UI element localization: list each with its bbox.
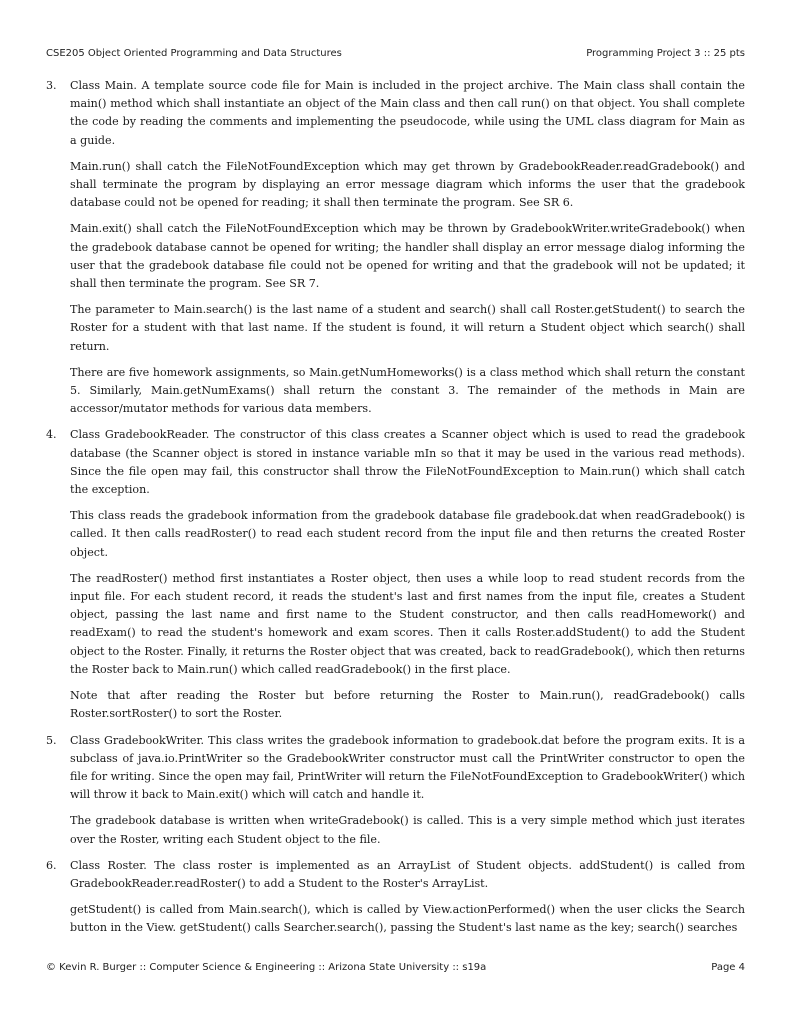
list-item-5 bbox=[46, 732, 745, 849]
paragraph: Main.exit() shall catch the FileNotFoundException which may be thrown by GradebookWriter.writeGradebook() when the gradebook database cannot be opened for writing; the handler shall display an error message dialog informing the user that the gradebook database file could not be opened for writing and that the gradebook will not be updated; it shall then terminate the program. See SR 7. bbox=[70, 222, 745, 291]
paragraph: Note that after reading the Roster but before returning the Roster to Main.run(), readGradebook() calls Roster.sortRoster() to sort the Roster. bbox=[70, 689, 745, 721]
paragraph: Class GradebookReader. The constructor of this class creates a Scanner object which is used to read the gradebook database (the Scanner object is stored in instance variable mIn so that it may be used in the various read methods). Since the file open may fail, this constructor shall throw the FileNotFoundException to Main.run() which shall catch the exception. bbox=[70, 428, 745, 497]
item-number: 5. bbox=[46, 733, 57, 747]
footer-copyright: © Kevin R. Burger :: Computer Science & Engineering :: Arizona State University :: s19a bbox=[46, 962, 487, 973]
paragraph: Class Roster. The class roster is implemented as an ArrayList of Student objects. addStudent() is called from GradebookReader.readRoster() to add a Student to the Roster's ArrayList. bbox=[70, 858, 745, 890]
list-item-3 bbox=[46, 77, 745, 418]
header-project-title: Programming Project 3 :: 25 pts bbox=[586, 48, 745, 59]
paragraph: Main.run() shall catch the FileNotFoundException which may get thrown by GradebookReader.readGradebook() and shall terminate the program by displaying an error message diagram which informs the user that the gradebook database could not be opened for reading; it shall then terminate the program. See SR 6. bbox=[70, 159, 745, 210]
page-number: Page 4 bbox=[711, 962, 745, 973]
paragraph: This class reads the gradebook information from the gradebook database file gradebook.dat when readGradebook() is called. It then calls readRoster() to read each student record from the input file and then returns the created Roster object. bbox=[70, 509, 745, 559]
paragraph: The readRoster() method first instantiates a Roster object, then uses a while loop to read student records from the input file. For each student record, it reads the student's last and first names from the input file, creates a Student object, passing the last name and first name to the Student constructor, and then calls readHomework() and readExam() to read the student's homework and exam scores. Then it calls Roster.addStudent() to add the Student object to the Roster. Finally, it returns the Roster object that was created, back to readGradebook(), which then returns the Roster back to Main.run() which called readGradebook() in the first place. bbox=[70, 571, 745, 676]
page-footer bbox=[46, 962, 745, 973]
list-item-4 bbox=[46, 426, 745, 723]
document-body bbox=[46, 77, 745, 946]
paragraph: getStudent() is called from Main.search(), which is called by View.actionPerformed() when the user clicks the Search button in the View. getStudent() calls Searcher.search(), passing the Student's last name as the key; search() searches bbox=[70, 903, 745, 935]
paragraph: The parameter to Main.search() is the last name of a student and search() shall call Roster.getStudent() to search the Roster for a student with that last name. If the student is found, it will return a Student object which search() shall return. bbox=[70, 303, 745, 353]
list-item-6 bbox=[46, 857, 745, 938]
paragraph: The gradebook database is written when writeGradebook() is called. This is a very simple method which just iterates over the Roster, writing each Student object to the file. bbox=[70, 814, 745, 846]
item-number: 6. bbox=[46, 858, 57, 872]
item-number: 4. bbox=[46, 428, 57, 442]
paragraph: Class Main. A template source code file for Main is included in the project archive. The Main class shall contain the main() method which shall instantiate an object of the Main class and then call run() on that object. You shall complete the code by reading the comments and implementing the pseudocode, while using the UML class diagram for Main as a guide. bbox=[70, 79, 745, 147]
header-course-title: CSE205 Object Oriented Programming and Data Structures bbox=[46, 48, 342, 59]
paragraph: Class GradebookWriter. This class writes the gradebook information to gradebook.dat before the program exits. It is a subclass of java.io.PrintWriter so the GradebookWriter constructor must call the PrintWriter constructor to open the file for writing. Since the open may fail, PrintWriter will return the FileNotFoundException to GradebookWriter() which will throw it back to Main.exit() which will catch and handle it. bbox=[70, 733, 745, 802]
item-number: 3. bbox=[46, 79, 57, 92]
paragraph: There are five homework assignments, so Main.getNumHomeworks() is a class method which shall return the constant 5. Similarly, Main.getNumExams() shall return the constant 3. The remainder of the methods in Main are accessor/mutator methods for various data members. bbox=[70, 365, 745, 416]
page-header bbox=[46, 48, 745, 59]
